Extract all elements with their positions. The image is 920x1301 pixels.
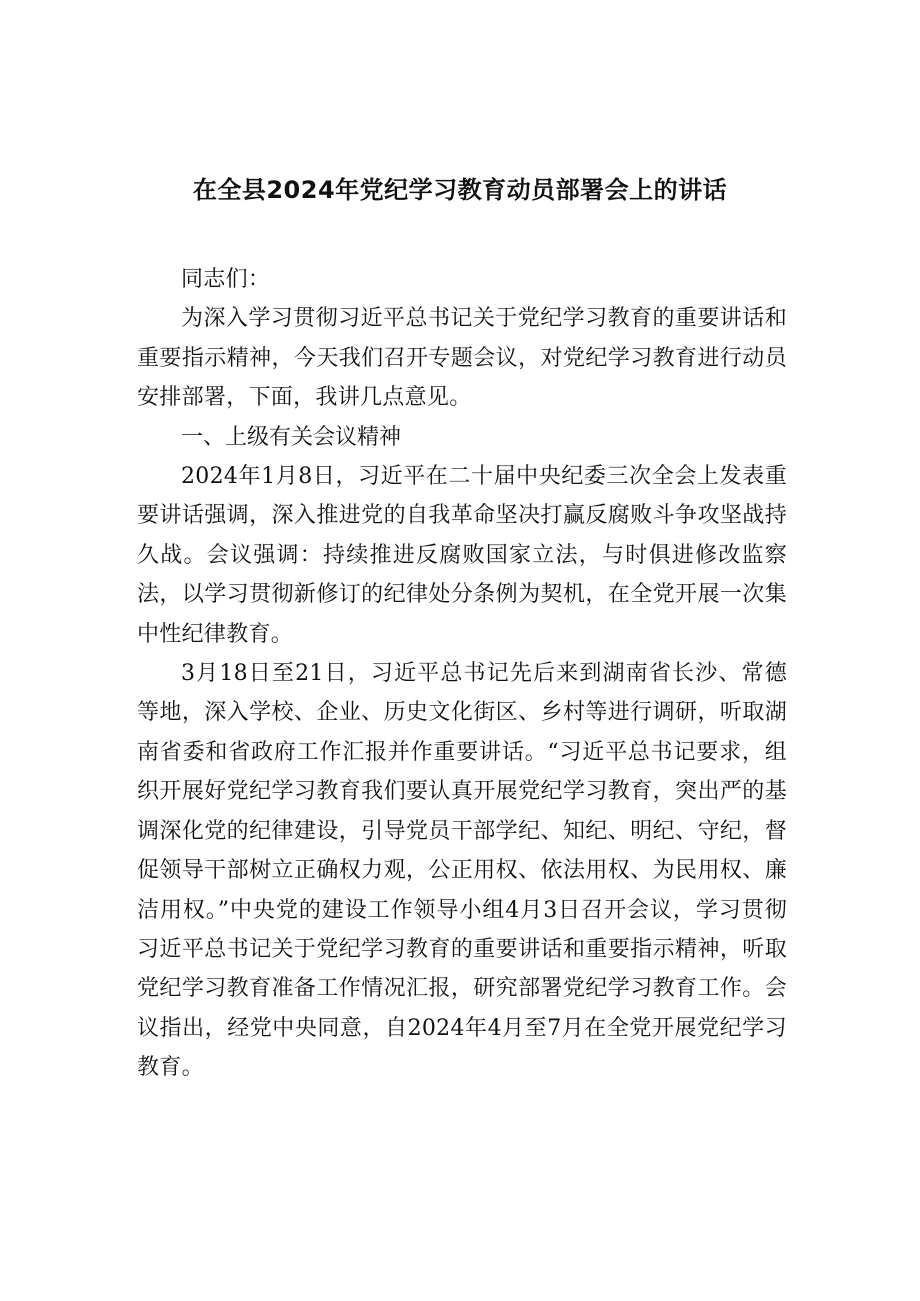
- greeting: 同志们：: [181, 267, 271, 292]
- document-title: 在全县2024年党纪学习教育动员部署会上的讲话: [192, 176, 728, 204]
- paragraph-2: 3月18日至21日，习近平总书记先后来到湖南省长沙、常德等地，深入学校、企业、历史文化街区、乡村等进行调研，听取湖南省委和省政府工作汇报并作重要讲话。“习近平总书记要求，组织开展好党纪学习教育我们要认真开展党纪学习教育，突出严的基调深化党的纪律建设，引导党员干部学纪、知纪、明纪、守纪，督促领导干部树立正确权力观，公正用权、依法用权、为民用权、廉洁用权。”中央党的建设工作领导小组4月3日召开会议，学习贯彻习近平总书记关于党纪学习教育的重要讲话和重要指示精神，听取党纪学习教育准备工作情况汇报，研究部署党纪学习教育工作。会议指出，经党中央同意，自2024年4月至7月在全党开展党纪学习教育。: [137, 661, 787, 1081]
- section-heading-1: 一、上级有关会议精神: [181, 424, 402, 450]
- document-body: [137, 260, 787, 1088]
- paragraph-1: 2024年1月8日，习近平在二十届中央纪委三次全会上发表重要讲话强调，深入推进党的自我革命坚决打赢反腐败斗争攻坚战持久战。会议强调：持续推进反腐败国家立法，与时俱进修改监察法，以学习贯彻新修订的纪律处分条例为契机，在全党开展一次集中性纪律教育。: [137, 464, 787, 647]
- intro-paragraph: 为深入学习贯彻习近平总书记关于党纪学习教育的重要讲话和重要指示精神，今天我们召开专题会议，对党纪学习教育进行动员安排部署，下面，我讲几点意见。: [137, 306, 787, 411]
